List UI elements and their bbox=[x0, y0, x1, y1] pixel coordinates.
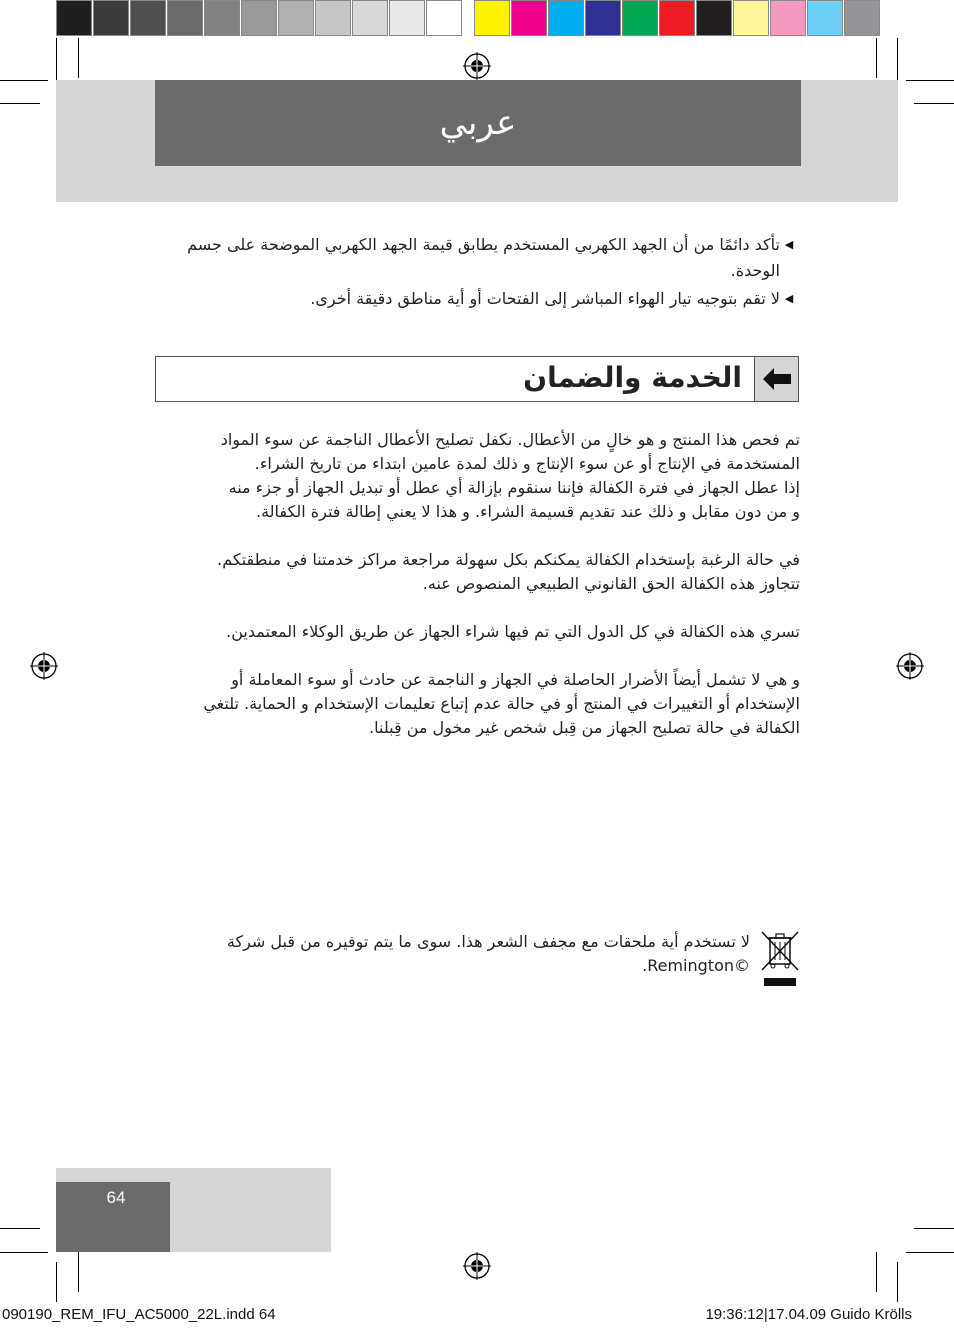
crop-mark bbox=[914, 1228, 954, 1229]
section-title: الخدمة والضمان bbox=[523, 361, 742, 394]
section-heading-box bbox=[155, 356, 799, 402]
color-swatch bbox=[622, 0, 658, 36]
color-swatch bbox=[389, 0, 425, 36]
bullet-triangle-icon: ◀ bbox=[784, 292, 794, 305]
paragraph-line: تسري هذه الكفالة في كل الدول التي تم فيها شراء الجهاز عن طريق الوكلاء المعتمدين. bbox=[226, 622, 800, 641]
color-swatch bbox=[474, 0, 510, 36]
color-swatch bbox=[511, 0, 547, 36]
crop-mark bbox=[78, 1252, 79, 1292]
crop-mark bbox=[906, 80, 954, 81]
color-swatch bbox=[130, 0, 166, 36]
crop-mark bbox=[0, 103, 40, 104]
warranty-body bbox=[180, 428, 800, 764]
color-swatch bbox=[278, 0, 314, 36]
file-slug: 090190_REM_IFU_AC5000_22L.indd 64 bbox=[2, 1306, 276, 1323]
crop-mark bbox=[897, 1262, 898, 1302]
swatch-gap bbox=[463, 0, 474, 38]
crop-mark bbox=[0, 80, 48, 81]
color-swatch bbox=[807, 0, 843, 36]
color-swatch bbox=[659, 0, 695, 36]
color-swatch bbox=[241, 0, 277, 36]
registration-mark-icon bbox=[30, 652, 58, 680]
color-swatch bbox=[733, 0, 769, 36]
arrow-left-icon bbox=[763, 368, 791, 390]
paragraph bbox=[180, 668, 800, 740]
crop-mark bbox=[0, 1252, 48, 1253]
paragraph bbox=[180, 548, 800, 596]
registration-mark-icon bbox=[896, 652, 924, 680]
color-swatch bbox=[315, 0, 351, 36]
color-swatch bbox=[696, 0, 732, 36]
crop-mark bbox=[78, 38, 79, 78]
color-swatch bbox=[167, 0, 203, 36]
section-arrow-cell bbox=[754, 357, 798, 401]
bullet-item bbox=[180, 232, 798, 284]
language-title: عربي bbox=[439, 103, 517, 143]
crop-mark bbox=[56, 1262, 57, 1302]
bullet-triangle-icon: ◀ bbox=[784, 238, 794, 251]
registration-mark-icon bbox=[463, 1252, 491, 1280]
crop-mark bbox=[906, 1252, 954, 1253]
color-swatch bbox=[56, 0, 92, 36]
color-swatch bbox=[352, 0, 388, 36]
crop-mark bbox=[0, 1228, 40, 1229]
color-swatch bbox=[204, 0, 240, 36]
color-swatch bbox=[426, 0, 462, 36]
crop-mark bbox=[876, 38, 877, 78]
paragraph-line: إذا عطل الجهاز في فترة الكفالة فإننا سنقوم بإزالة أي عطل أو تبديل الجهاز أو جزء منه bbox=[228, 478, 800, 497]
registration-mark-icon bbox=[463, 52, 491, 80]
crop-mark bbox=[876, 1252, 877, 1292]
paragraph-line: في حالة الرغبة بإستخدام الكفالة يمكنكم بكل سهولة مراجعة مراكز خدمتنا في منطقتكم. bbox=[217, 550, 800, 569]
crop-mark bbox=[914, 103, 954, 104]
crossed-out-bin-icon bbox=[758, 928, 802, 988]
paragraph bbox=[180, 620, 800, 644]
color-swatch bbox=[548, 0, 584, 36]
color-swatch bbox=[770, 0, 806, 36]
paragraph-line: تتجاوز هذه الكفالة الحق القانوني الطبيعي المنصوص عنه. bbox=[422, 574, 800, 593]
paragraph-line: تم فحص هذا المنتج و هو خالٍ من الأعطال. نكفل تصليح الأعطال الناجمة عن سوء المواد المستخدمة في الإنتاج أو عن سوء الإنتاج و ذلك لمدة عامين ابتداء من تاريخ الشراء. bbox=[220, 430, 800, 473]
paragraph bbox=[180, 428, 800, 524]
page-number: 64 bbox=[106, 1188, 126, 1207]
bullet-text: تأكد دائمًا من أن الجهد الكهربي المستخدم يطابق قيمة الجهد الكهربي الموضحة على جسم الوحدة. bbox=[187, 235, 780, 280]
paragraph-line: و هي لا تشمل أيضاً الأضرار الحاصلة في الجهاز و الناجمة عن حادث أو سوء المعاملة أو الإستخدام أو التغييرات في المنتج أو في حالة عدم إتباع تعليمات الإستخدام و الحماية. تلتغي الكفالة في حالة تصليح الجهاز من قِبل شخص غير مخول من قِبلنا. bbox=[203, 670, 800, 737]
paragraph-line: و من دون مقابل و ذلك عند تقديم قسيمة الشراء. و هذا لا يعني إطالة فترة الكفالة. bbox=[256, 502, 800, 521]
header-band bbox=[155, 80, 801, 166]
bullet-item bbox=[180, 286, 798, 312]
safety-bullets bbox=[180, 232, 798, 314]
color-swatch bbox=[585, 0, 621, 36]
color-swatch bbox=[844, 0, 880, 36]
color-calibration-bar bbox=[56, 0, 881, 38]
bullet-text: لا تقم بتوجيه تيار الهواء المباشر إلى الفتحات أو أية مناطق دقيقة أخرى. bbox=[310, 289, 780, 308]
accessory-note: لا تستخدم أية ملحقات مع مجفف الشعر هذا. سوى ما يتم توفيره من قبل شركة ©Remington. bbox=[226, 932, 750, 975]
color-swatch bbox=[93, 0, 129, 36]
time-slug: 19:36:12|17.04.09 Guido Krölls bbox=[705, 1306, 912, 1323]
